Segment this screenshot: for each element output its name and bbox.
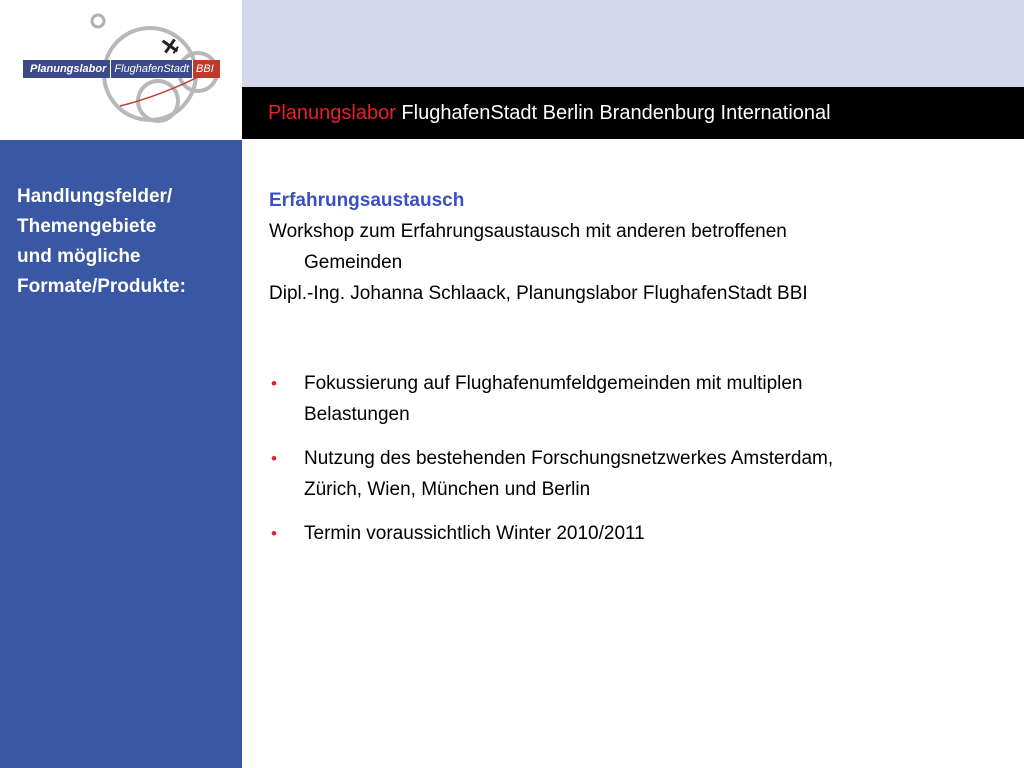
list-item: [269, 368, 969, 430]
logo-word-planungslabor: Planungslabor: [23, 60, 110, 78]
sidebar-heading-line: Formate/Produkte:: [17, 276, 186, 297]
logo: [0, 0, 242, 140]
bullet-line: Fokussierung auf Flughafenumfeldgemeinden mit multiplen: [304, 373, 803, 394]
content-title: Erfahrungsaustausch: [269, 190, 465, 211]
bullet-text: [304, 368, 969, 430]
list-item: [269, 443, 969, 505]
bullet-icon: •: [271, 524, 277, 543]
list-item: [269, 518, 969, 549]
bullet-icon: •: [271, 374, 277, 393]
content-line-workshop-continued: Gemeinden: [304, 252, 403, 273]
header-title: [268, 100, 831, 126]
header-title-rest: FlughafenStadt Berlin Brandenburg International: [395, 102, 831, 124]
logo-wordmark: [23, 60, 214, 78]
content-line-author: Dipl.-Ing. Johanna Schlaack, Planungslabor FlughafenStadt BBI: [269, 283, 808, 304]
content-line-workshop: Workshop zum Erfahrungsaustausch mit anderen betroffenen: [269, 221, 787, 242]
bullet-line: Nutzung des bestehenden Forschungsnetzwerkes Amsterdam,: [304, 448, 834, 469]
sidebar: [0, 140, 242, 768]
bullet-text: [304, 518, 969, 549]
bullet-list: [269, 368, 969, 562]
header-band: [242, 0, 1024, 87]
header-bar: [242, 87, 1024, 139]
sidebar-heading-line: und mögliche: [17, 246, 141, 267]
header-title-accent: Planungslabor: [268, 102, 396, 124]
logo-word-flughafenstadt: FlughafenStadt: [110, 60, 192, 78]
logo-word-bbi: BBI: [192, 60, 220, 78]
bullet-line: Zürich, Wien, München und Berlin: [304, 479, 591, 500]
bullet-line: Belastungen: [304, 404, 410, 425]
sidebar-heading: [17, 182, 232, 302]
bullet-text: [304, 443, 969, 505]
bullet-icon: •: [271, 449, 277, 468]
sidebar-heading-line: Themengebiete: [17, 216, 157, 237]
bullet-line: Termin voraussichtlich Winter 2010/2011: [304, 523, 645, 544]
content-block: [269, 185, 989, 309]
sidebar-heading-line: Handlungsfelder/: [17, 186, 173, 207]
